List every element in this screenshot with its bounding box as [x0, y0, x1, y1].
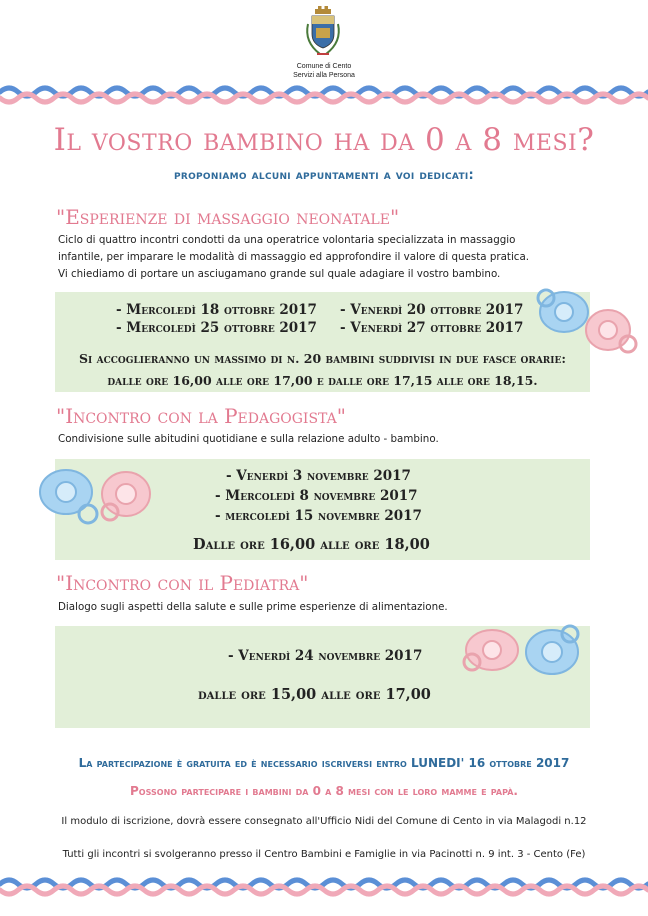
pedagogista-description: Condivisione sulle abitudini quotidiane e sulla relazione adulto - bambino. — [58, 433, 439, 445]
date-item: - Mercoledì 25 ottobre 2017 — [116, 320, 317, 336]
registration-notice: La partecipazione è gratuita ed è necessario iscriversi entro LUNEDI' 16 ottobre 2017 — [78, 756, 570, 770]
date-item: - Mercoledì 18 ottobre 2017 — [116, 302, 317, 318]
pedagogista-hours: Dalle ore 16,00 alle ore 18,00 — [193, 536, 430, 553]
pink-pacifier-icon — [460, 622, 524, 676]
massaggio-note: Si accoglieranno un massimo di n. 20 bambini suddivisi in due fasce orarie: dalle ore 16,00 alle ore 17,00 e dalle ore 17,15 alle ore 18,15. — [79, 351, 566, 388]
top-wave-border — [0, 84, 648, 106]
form-delivery-info: Il modulo di iscrizione, dovrà essere consegnato all'Ufficio Nidi del Comune di Cento in via Malagodi n.12 — [61, 816, 587, 827]
org-name: Comune di Cento — [296, 63, 352, 70]
pink-pacifier-icon — [96, 462, 156, 526]
date-item: - Venerdì 27 ottobre 2017 — [340, 320, 524, 336]
pediatra-description: Dialogo sugli aspetti della salute e sulle prime esperienze di alimentazione. — [58, 601, 448, 613]
page-title: Il vostro bambino ha da 0 a 8 mesi? — [53, 122, 595, 158]
blue-pacifier-icon — [520, 622, 584, 684]
blue-pacifier-icon — [30, 460, 102, 526]
date-item: - Venerdì 24 novembre 2017 — [228, 648, 423, 664]
venue-info: Tutti gli incontri si svolgeranno presso il Centro Bambini e Famiglie in via Pacinotti n. 9 int. 3 - Cento (Fe) — [62, 849, 586, 860]
participation-notice: Possono partecipare i bambini da 0 a 8 mesi con le loro mamme e papà. — [130, 784, 518, 798]
massaggio-description: Ciclo di quattro incontri condotti da una operatrice volontaria specializzata in massaggio infantile, per imparare le modalità di massaggio ed approfondire il valore di questa pratica. Vi chiediamo di portare un asciugamano grande sul quale adagiare il vostro bambino. — [58, 234, 530, 280]
bottom-wave-border — [0, 876, 648, 898]
massaggio-section-title: "Esperienze di massaggio neonatale" — [56, 205, 400, 229]
org-department: Servizi alla Persona — [293, 72, 355, 79]
pediatra-section-title: "Incontro con il Pediatra" — [56, 571, 309, 595]
pedagogista-section-title: "Incontro con la Pedagogista" — [56, 404, 346, 428]
date-item: - mercoledì 15 novembre 2017 — [215, 508, 422, 524]
pink-pacifier-icon — [580, 302, 640, 358]
date-item: - Venerdì 3 novembre 2017 — [226, 468, 411, 484]
coat-of-arms-logo — [302, 4, 344, 60]
date-item: - Venerdì 20 ottobre 2017 — [340, 302, 524, 318]
date-item: - Mercoledì 8 novembre 2017 — [215, 488, 418, 504]
pediatra-hours: dalle ore 15,00 alle ore 17,00 — [198, 686, 431, 703]
page-subtitle: proponiamo alcuni appuntamenti a voi dedicati: — [173, 168, 475, 183]
